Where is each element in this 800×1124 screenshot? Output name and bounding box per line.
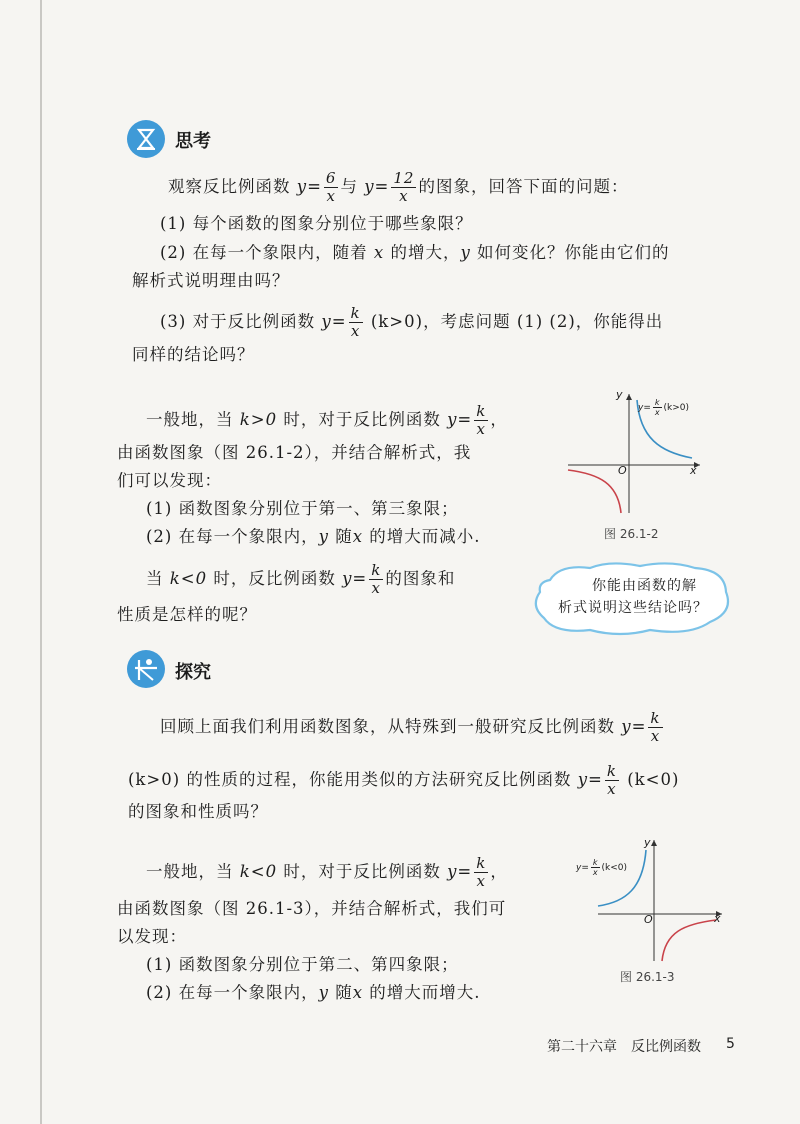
figure-equation: y= $\frac{k}{x}$ (k<0) bbox=[576, 858, 628, 877]
explore-line1: 回顾上面我们利用函数图象，从特殊到一般研究反比例函数 y= $\frac{k}{x}$ bbox=[160, 709, 661, 745]
think-title: 思考 bbox=[175, 131, 211, 152]
bubble-line2: 析式说明这些结论吗？ bbox=[558, 600, 708, 616]
general1-line4: 当 k<0 时，反比例函数 y= $\frac{k}{x}$ 的图象和 bbox=[146, 561, 456, 597]
fraction: $\frac{6}{x}$ bbox=[325, 169, 337, 205]
general1-point1: (1) 函数图象分别位于第一、第三象限； bbox=[146, 499, 459, 518]
curve-q3 bbox=[568, 470, 621, 513]
page-number: 5 bbox=[726, 1036, 735, 1052]
origin-label: O bbox=[618, 464, 627, 477]
think-icon bbox=[127, 120, 165, 158]
fraction: $\frac{k}{x}$ bbox=[650, 709, 661, 745]
general2-line2: 由函数图象（图 26.1-3），并结合解析式，我们可 bbox=[117, 899, 507, 918]
general2-line1: 一般地，当 k<0 时，对于反比例函数 y= $\frac{k}{x}$ ， bbox=[146, 854, 508, 890]
general2-line3: 以发现： bbox=[117, 927, 187, 946]
curve-q4 bbox=[662, 920, 716, 961]
figure-caption: 图 26.1-2 bbox=[604, 527, 659, 541]
general2-point1: (1) 函数图象分别位于第二、第四象限； bbox=[146, 955, 459, 974]
fraction: $\frac{k}{x}$ bbox=[476, 402, 487, 438]
origin-label: O bbox=[644, 913, 653, 926]
think-q1: (1) 每个函数的图象分别位于哪些象限？ bbox=[160, 214, 473, 233]
think-q2: (2) 在每一个象限内，随着 x 的增大，y 如何变化？你能由它们的 bbox=[160, 243, 670, 262]
general1-line3: 们可以发现： bbox=[117, 471, 222, 490]
figure-equation: y= $\frac{k}{x}$ (k>0) bbox=[638, 398, 690, 417]
think-q3-cont: 同样的结论吗？ bbox=[132, 345, 255, 364]
fraction: $\frac{k}{x}$ bbox=[350, 304, 361, 340]
x-axis-label: x bbox=[690, 464, 697, 477]
think-q2-cont: 解析式说明理由吗？ bbox=[132, 271, 290, 290]
page-edge bbox=[40, 0, 42, 1124]
think-intro: 观察反比例函数 y= $\frac{6}{x}$ 与 y= $\frac{12}{x}$ 的图象，回答下面的问题： bbox=[168, 169, 629, 205]
explore-line3: 的图象和性质吗？ bbox=[128, 802, 268, 821]
bubble-line1: 你能由函数的解 bbox=[592, 578, 697, 594]
general1-line2: 由函数图象（图 26.1-2），并结合解析式，我 bbox=[117, 443, 472, 462]
figure-26-1-2 bbox=[560, 388, 710, 518]
figure-26-1-3 bbox=[576, 836, 732, 966]
general1-line5: 性质是怎样的呢？ bbox=[117, 605, 257, 624]
figure-caption: 图 26.1-3 bbox=[620, 970, 675, 984]
thought-bubble bbox=[530, 560, 735, 640]
fraction: $\frac{12}{x}$ bbox=[393, 169, 415, 205]
fraction: $\frac{k}{x}$ bbox=[606, 762, 617, 798]
think-q3: (3) 对于反比例函数 y= $\frac{k}{x}$ (k>0)，考虑问题 (1) (2)，你能得出 bbox=[160, 304, 664, 340]
explore-title: 探究 bbox=[175, 662, 211, 683]
general1-point2: (2) 在每一个象限内，y 随x 的增大而减小. bbox=[146, 527, 481, 546]
y-axis-label: y bbox=[616, 388, 623, 401]
y-axis-label: y bbox=[644, 836, 651, 849]
explore-line2: (k>0) 的性质的过程，你能用类似的方法研究反比例函数 y= $\frac{k}{x}$ (k<0) bbox=[128, 762, 680, 798]
fraction: $\frac{k}{x}$ bbox=[476, 854, 487, 890]
fraction: $\frac{k}{x}$ bbox=[371, 561, 382, 597]
explore-icon bbox=[127, 650, 165, 688]
chapter-footer: 第二十六章 反比例函数 bbox=[547, 1039, 701, 1055]
general2-point2: (2) 在每一个象限内，y 随x 的增大而增大. bbox=[146, 983, 481, 1002]
general1-line1: 一般地，当 k>0 时，对于反比例函数 y= $\frac{k}{x}$ ， bbox=[146, 402, 508, 438]
x-axis-label: x bbox=[714, 912, 721, 925]
